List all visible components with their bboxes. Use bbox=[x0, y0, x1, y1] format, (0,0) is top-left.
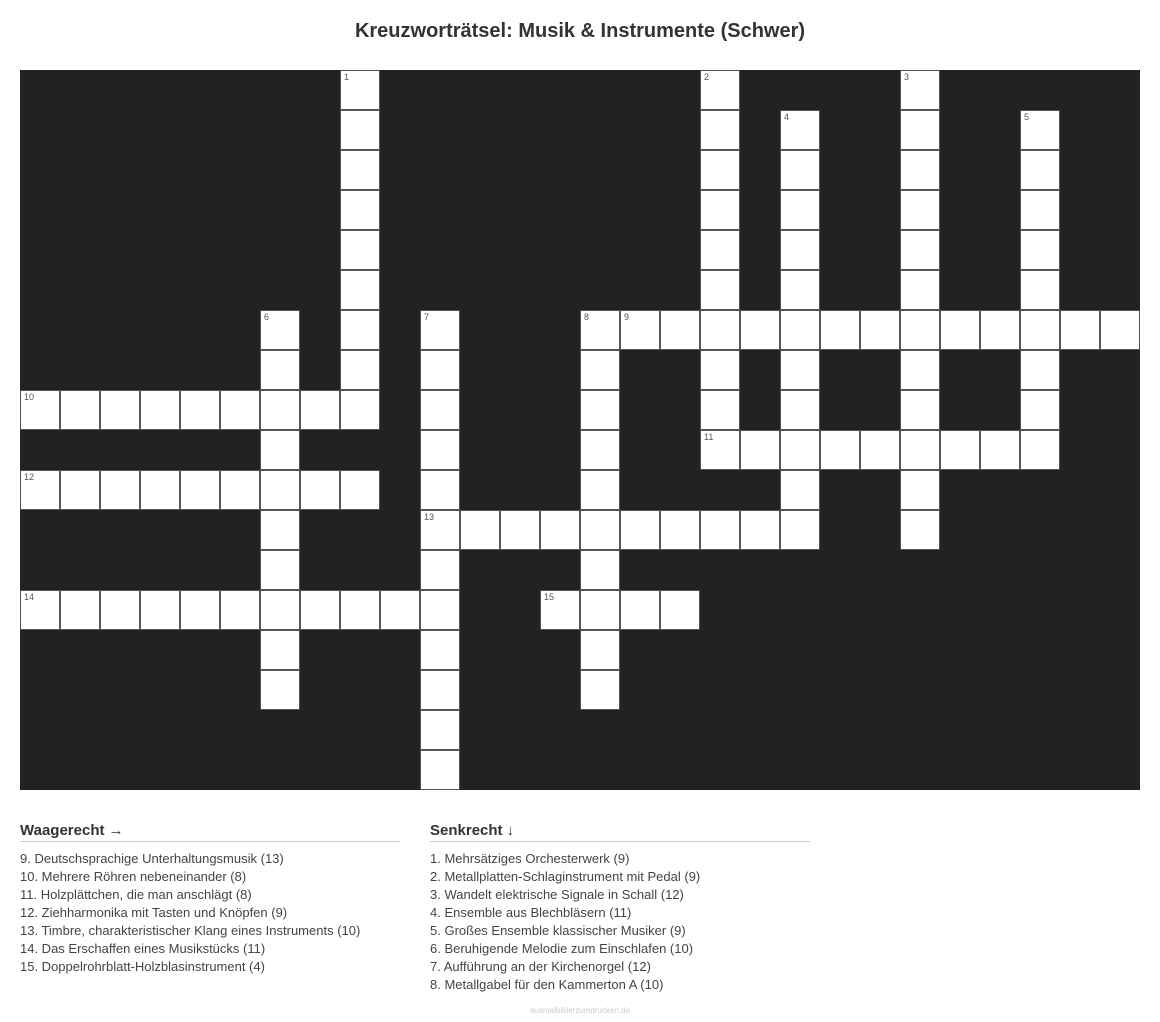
grid-cell[interactable] bbox=[340, 390, 380, 430]
grid-cell[interactable] bbox=[300, 590, 340, 630]
grid-cell[interactable] bbox=[740, 510, 780, 550]
grid-cell[interactable] bbox=[700, 230, 740, 270]
grid-cell[interactable] bbox=[900, 310, 940, 350]
grid-cell[interactable] bbox=[260, 470, 300, 510]
grid-cell[interactable] bbox=[260, 670, 300, 710]
grid-cell[interactable] bbox=[420, 470, 460, 510]
grid-cell[interactable] bbox=[300, 390, 340, 430]
grid-cell[interactable] bbox=[620, 310, 660, 350]
grid-cell[interactable] bbox=[980, 430, 1020, 470]
grid-cell[interactable] bbox=[700, 190, 740, 230]
grid-cell[interactable] bbox=[140, 590, 180, 630]
clue-item: 1. Mehrsätziges Orchesterwerk (9) bbox=[430, 851, 630, 866]
grid-cell[interactable] bbox=[900, 190, 940, 230]
grid-cell[interactable] bbox=[620, 510, 660, 550]
grid-cell[interactable] bbox=[900, 350, 940, 390]
clue-number: 4 bbox=[784, 112, 790, 122]
grid-cell[interactable] bbox=[220, 390, 260, 430]
grid-cell[interactable] bbox=[580, 590, 620, 630]
grid-cell[interactable] bbox=[20, 590, 60, 630]
grid-cell[interactable] bbox=[540, 590, 580, 630]
grid-cell[interactable] bbox=[340, 190, 380, 230]
grid-cell[interactable] bbox=[340, 470, 380, 510]
grid-cell[interactable] bbox=[900, 230, 940, 270]
grid-cell[interactable] bbox=[780, 270, 820, 310]
grid-cell[interactable] bbox=[500, 510, 540, 550]
clue-number: 15 bbox=[544, 592, 555, 602]
grid-cell[interactable] bbox=[420, 550, 460, 590]
clue-number: 6 bbox=[264, 312, 270, 322]
grid-cell[interactable] bbox=[1100, 310, 1140, 350]
grid-cell[interactable] bbox=[900, 510, 940, 550]
grid-cell[interactable] bbox=[460, 510, 500, 550]
grid-cell[interactable] bbox=[700, 70, 740, 110]
grid-cell[interactable] bbox=[900, 390, 940, 430]
grid-cell[interactable] bbox=[1060, 310, 1100, 350]
grid-cell[interactable] bbox=[1020, 150, 1060, 190]
grid-cell[interactable] bbox=[780, 350, 820, 390]
clue-item: 4. Ensemble aus Blechbläsern (11) bbox=[430, 905, 632, 920]
clue-number: 13 bbox=[424, 512, 435, 522]
grid-cell[interactable] bbox=[260, 430, 300, 470]
grid-cell[interactable] bbox=[140, 470, 180, 510]
clue-number: 7 bbox=[424, 312, 430, 322]
grid-cell[interactable] bbox=[340, 310, 380, 350]
clue-item: 6. Beruhigende Melodie zum Einschlafen (10) bbox=[430, 941, 694, 956]
grid-cell[interactable] bbox=[660, 510, 700, 550]
grid-cell[interactable] bbox=[380, 590, 420, 630]
grid-cell[interactable] bbox=[1020, 430, 1060, 470]
grid-cell[interactable] bbox=[900, 70, 940, 110]
grid-cell[interactable] bbox=[900, 150, 940, 190]
grid-cell[interactable] bbox=[860, 430, 900, 470]
grid-cell[interactable] bbox=[260, 630, 300, 670]
grid-cell[interactable] bbox=[420, 430, 460, 470]
across-clues-section bbox=[20, 822, 400, 976]
grid-cell[interactable] bbox=[260, 350, 300, 390]
grid-cell[interactable] bbox=[60, 590, 100, 630]
grid-cell[interactable] bbox=[580, 510, 620, 550]
grid-cell[interactable] bbox=[700, 430, 740, 470]
grid-cell[interactable] bbox=[900, 470, 940, 510]
grid-cell[interactable] bbox=[1020, 190, 1060, 230]
grid-cell[interactable] bbox=[420, 510, 460, 550]
clue-item: 3. Wandelt elektrische Signale in Schall (12) bbox=[430, 887, 684, 902]
clue-number: 12 bbox=[24, 472, 35, 482]
grid-cell[interactable] bbox=[180, 590, 220, 630]
grid-cell[interactable] bbox=[420, 670, 460, 710]
grid-cell[interactable] bbox=[420, 710, 460, 750]
clue-number: 5 bbox=[1024, 112, 1030, 122]
clue-number: 3 bbox=[904, 72, 910, 82]
clue-item: 15. Doppelrohrblatt-Holzblasinstrument (4) bbox=[20, 959, 265, 974]
grid-cell[interactable] bbox=[340, 350, 380, 390]
grid-cell[interactable] bbox=[420, 590, 460, 630]
crossword-grid bbox=[20, 70, 1140, 790]
grid-cell[interactable] bbox=[780, 150, 820, 190]
grid-cell[interactable] bbox=[700, 390, 740, 430]
grid-cell[interactable] bbox=[860, 310, 900, 350]
grid-cell[interactable] bbox=[660, 590, 700, 630]
clue-item: 9. Deutschsprachige Unterhaltungsmusik (13) bbox=[20, 851, 284, 866]
clue-number: 9 bbox=[624, 312, 630, 322]
grid-cell[interactable] bbox=[220, 590, 260, 630]
down-heading bbox=[430, 822, 810, 842]
grid-cell[interactable] bbox=[700, 150, 740, 190]
grid-cell[interactable] bbox=[20, 390, 60, 430]
grid-cell[interactable] bbox=[420, 630, 460, 670]
grid-cell[interactable] bbox=[1020, 350, 1060, 390]
across-clue-list bbox=[20, 850, 400, 976]
grid-cell[interactable] bbox=[620, 590, 660, 630]
right-arrow-icon: → bbox=[108, 822, 124, 839]
down-clue-list bbox=[430, 850, 810, 994]
grid-cell[interactable] bbox=[260, 590, 300, 630]
grid-cell[interactable] bbox=[780, 430, 820, 470]
down-arrow-icon: ↓ bbox=[506, 822, 515, 839]
clue-item: 13. Timbre, charakteristischer Klang eines Instruments (10) bbox=[20, 923, 361, 938]
clue-item: 5. Großes Ensemble klassischer Musiker (9) bbox=[430, 923, 686, 938]
clue-item: 10. Mehrere Röhren nebeneinander (8) bbox=[20, 869, 247, 884]
grid-cell[interactable] bbox=[420, 310, 460, 350]
clue-item: 8. Metallgabel für den Kammerton A (10) bbox=[430, 977, 664, 992]
grid-cell[interactable] bbox=[820, 430, 860, 470]
grid-cell[interactable] bbox=[180, 390, 220, 430]
grid-cell[interactable] bbox=[180, 470, 220, 510]
clue-item: 14. Das Erschaffen eines Musikstücks (11) bbox=[20, 941, 266, 956]
across-heading bbox=[20, 822, 400, 842]
grid-cell[interactable] bbox=[780, 230, 820, 270]
grid-cell[interactable] bbox=[60, 390, 100, 430]
grid-cell[interactable] bbox=[260, 310, 300, 350]
grid-cell[interactable] bbox=[660, 310, 700, 350]
grid-cell[interactable] bbox=[700, 350, 740, 390]
clue-item: 7. Aufführung an der Kirchenorgel (12) bbox=[430, 959, 651, 974]
clue-item: 11. Holzplättchen, die man anschlägt (8) bbox=[20, 887, 252, 902]
grid-cell[interactable] bbox=[340, 150, 380, 190]
grid-cell[interactable] bbox=[900, 110, 940, 150]
grid-cell[interactable] bbox=[340, 70, 380, 110]
grid-cell[interactable] bbox=[300, 470, 340, 510]
grid-cell[interactable] bbox=[1020, 390, 1060, 430]
clue-number: 10 bbox=[24, 392, 35, 402]
grid-cell[interactable] bbox=[580, 350, 620, 390]
grid-cell[interactable] bbox=[780, 470, 820, 510]
grid-cell[interactable] bbox=[140, 390, 180, 430]
grid-cell[interactable] bbox=[820, 310, 860, 350]
puzzle-title: Kreuzworträtsel: Musik & Instrumente (Schwer) bbox=[354, 20, 806, 42]
grid-cell[interactable] bbox=[580, 670, 620, 710]
clue-item: 2. Metallplatten-Schlaginstrument mit Pedal (9) bbox=[430, 869, 701, 884]
clue-number: 14 bbox=[24, 592, 35, 602]
grid-cell[interactable] bbox=[1020, 270, 1060, 310]
grid-cell[interactable] bbox=[420, 750, 460, 790]
clue-item: 12. Ziehharmonika mit Tasten und Knöpfen (9) bbox=[20, 905, 288, 920]
grid-cell[interactable] bbox=[60, 470, 100, 510]
grid-cell[interactable] bbox=[700, 270, 740, 310]
grid-cell[interactable] bbox=[780, 510, 820, 550]
clue-number: 8 bbox=[584, 312, 590, 322]
grid-cell[interactable] bbox=[940, 310, 980, 350]
grid-cell[interactable] bbox=[340, 230, 380, 270]
clue-number: 11 bbox=[704, 432, 714, 442]
grid-cell[interactable] bbox=[580, 390, 620, 430]
grid-cell[interactable] bbox=[340, 270, 380, 310]
grid-cell[interactable] bbox=[780, 310, 820, 350]
footer-credit: ausmalbilderzumdrucken.de bbox=[529, 1006, 631, 1015]
grid-cell[interactable] bbox=[580, 310, 620, 350]
grid-cell[interactable] bbox=[780, 110, 820, 150]
grid-cell[interactable] bbox=[1020, 110, 1060, 150]
grid-cell[interactable] bbox=[900, 270, 940, 310]
down-heading-label: Senkrecht bbox=[430, 822, 503, 839]
grid-cell[interactable] bbox=[260, 390, 300, 430]
grid-cell[interactable] bbox=[20, 470, 60, 510]
grid-cell[interactable] bbox=[580, 630, 620, 670]
grid-cell[interactable] bbox=[220, 470, 260, 510]
grid-cell[interactable] bbox=[700, 510, 740, 550]
grid-cell[interactable] bbox=[1020, 310, 1060, 350]
clue-number: 1 bbox=[344, 72, 350, 82]
grid-cell[interactable] bbox=[540, 510, 580, 550]
grid-cell[interactable] bbox=[420, 390, 460, 430]
grid-cell[interactable] bbox=[420, 350, 460, 390]
grid-cell[interactable] bbox=[580, 430, 620, 470]
grid-cell[interactable] bbox=[980, 310, 1020, 350]
grid-cell[interactable] bbox=[100, 470, 140, 510]
grid-cell[interactable] bbox=[340, 110, 380, 150]
grid-cell[interactable] bbox=[580, 470, 620, 510]
grid-cell[interactable] bbox=[780, 190, 820, 230]
across-heading-label: Waagerecht bbox=[20, 822, 105, 839]
grid-cell[interactable] bbox=[700, 310, 740, 350]
grid-cell[interactable] bbox=[100, 590, 140, 630]
grid-cell[interactable] bbox=[1020, 230, 1060, 270]
clue-number: 2 bbox=[704, 72, 710, 82]
grid-cell[interactable] bbox=[940, 430, 980, 470]
grid-cell[interactable] bbox=[260, 510, 300, 550]
grid-cell[interactable] bbox=[100, 390, 140, 430]
grid-cell[interactable] bbox=[340, 590, 380, 630]
grid-cell[interactable] bbox=[900, 430, 940, 470]
grid-cell[interactable] bbox=[740, 310, 780, 350]
grid-cell[interactable] bbox=[700, 110, 740, 150]
grid-cell[interactable] bbox=[260, 550, 300, 590]
grid-cell[interactable] bbox=[740, 430, 780, 470]
grid-cell[interactable] bbox=[580, 550, 620, 590]
grid-cell[interactable] bbox=[780, 390, 820, 430]
down-clues-section bbox=[430, 822, 810, 994]
